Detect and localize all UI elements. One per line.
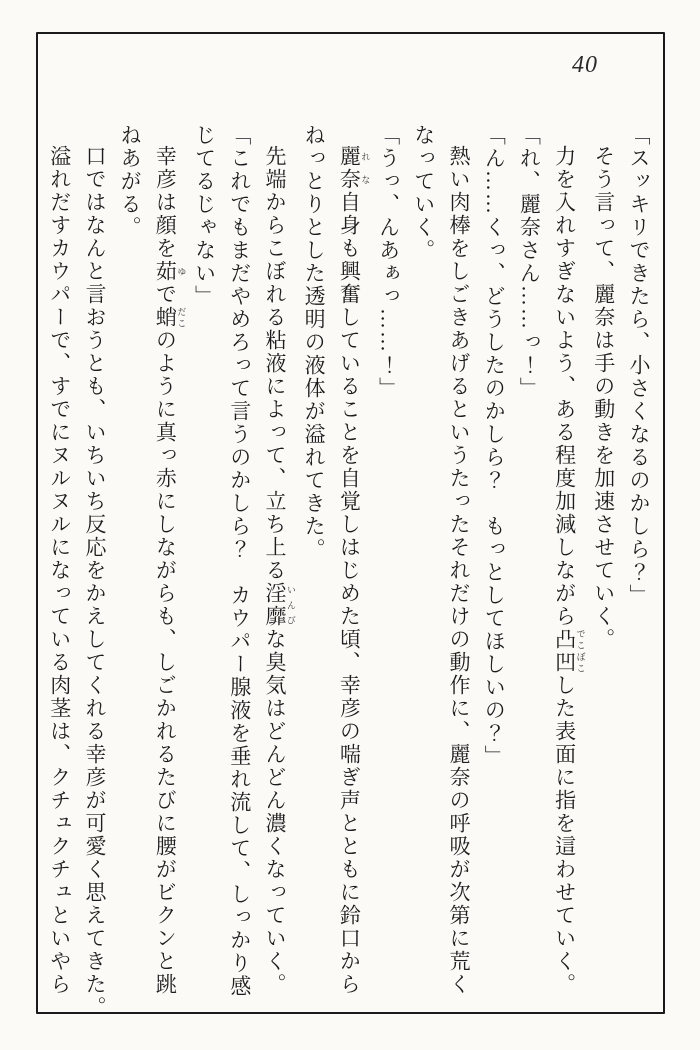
- text-line: そう言って、麗奈は手の動きを加速させていく。: [591, 145, 616, 651]
- furigana-annotated-word: 麗奈 れな: [337, 145, 371, 191]
- furigana-annotated-word: 蛸 だこ: [153, 306, 187, 329]
- text-line: じてるじゃない」: [192, 124, 217, 308]
- text-line: 「うっ、んあぁっ……！」: [376, 124, 401, 400]
- page-number: 40: [572, 52, 598, 78]
- text-line: 「ん……くっ、どうしたのかしら？ もっとしてほしいの？」: [482, 124, 507, 768]
- furigana-annotated-word: 淫靡 いんび: [262, 582, 296, 628]
- furigana-annotated-word: 凸凹 でこぼこ: [552, 628, 586, 674]
- text-line: 「これでもまだやめろって言うのかしら？ カウパー腺液を垂れ流して、しっかり感: [227, 124, 252, 998]
- furigana-annotated-word: 茹 ゆ: [153, 260, 187, 283]
- text-line: 溢れだすカウパーで、すでにヌルヌルになっている肉茎は、クチュクチュといやら: [47, 145, 72, 996]
- text-line: ねあがる。: [118, 124, 143, 239]
- text-line: 麗奈 れな自身も興奮していることを自覚しはじめた頃、幸彦の喘ぎ声とともに鈴口から: [337, 145, 371, 996]
- text-line: なっていく。: [411, 124, 436, 262]
- text-line: ねっとりとした透明の液体が溢れてきた。: [302, 124, 327, 561]
- text-line: 力を入れすぎないよう、ある程度加減しながら凸凹 でこぼこした表面に指を這わせていく。: [552, 145, 586, 996]
- text-line: 「れ、麗奈さん……っ！」: [517, 124, 542, 400]
- text-line: 「スッキリできたら、小さくなるのかしら？」: [627, 124, 651, 607]
- text-line: 先端からこぼれる粘液によって、立ち上る淫靡 いんびな臭気はどんどん濃くなっていく。: [262, 145, 296, 996]
- text-line: 熱い肉棒をしごきあげるというたったそれだけの動作に、麗奈の呼吸が次第に荒く: [446, 145, 471, 996]
- text-area: [42, 124, 656, 1036]
- text-line: 口ではなんと言おうとも、いちいち反応をかえしてくれる幸彦が可愛く思えてきた。: [82, 145, 107, 1019]
- text-line: 幸彦は顔を茹 ゆで蛸 だこのように真っ赤にしながらも、しごかれるたびに腰がビクンと跳: [153, 145, 187, 996]
